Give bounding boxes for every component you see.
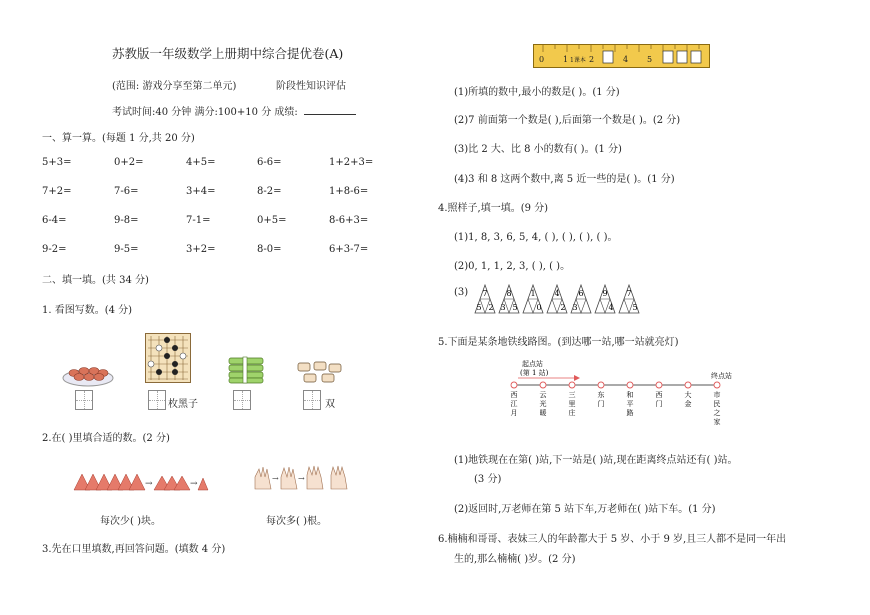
station-name-char: 门 (597, 400, 605, 408)
section2-heading: 二、填一填。(共 34 分) (42, 275, 149, 286)
triangle-number: 7 (482, 289, 488, 298)
answer-box[interactable] (303, 390, 321, 410)
q3-4-text: (4)3 和 8 这两个数中,离 5 近一些的是( )。(1 分) (454, 174, 675, 185)
calc-problem: 9-5= (114, 244, 139, 255)
calc-problem: 1+8-6= (329, 186, 369, 197)
station-name-char: 东 (597, 391, 605, 399)
q5-1-text: (1)地铁现在在第( )站,下一站是( )站,现在距离终点站还有( )站。 (454, 455, 738, 466)
q3-3-text: (3)比 2 大、比 8 小的数有( )。(1 分) (454, 144, 622, 155)
calc-problem: 9-8= (114, 215, 139, 226)
number-triangles (474, 284, 644, 316)
calc-problem: 0+2= (114, 157, 144, 168)
answer-box[interactable] (233, 390, 251, 410)
q4-2-text: (2)0, 1, 1, 2, 3, ( ), ( )。 (454, 261, 571, 272)
q3-text: 3.先在口里填数,再回答问题。(填数 4 分) (42, 544, 226, 555)
subway-map (494, 358, 754, 428)
q3-1-text: (1)所填的数中,最小的数是( )。(1 分) (454, 87, 620, 98)
calc-problem: 1+2+3= (329, 157, 374, 168)
station-dot (714, 382, 720, 388)
station-name-char: 西 (655, 391, 663, 399)
calc-problem: 6-4= (42, 215, 67, 226)
station-name-char: 暖 (539, 409, 547, 417)
ruler-picture (533, 44, 710, 68)
q2-caption-left: 每次少( )块。 (100, 516, 161, 527)
calc-problem: 8-2= (257, 186, 282, 197)
socks-icon (296, 360, 344, 386)
station-name-char: 大 (684, 391, 692, 399)
calc-problem: 4+5= (186, 157, 216, 168)
number-triangle (571, 285, 591, 313)
triangle-number: 5 (476, 303, 482, 312)
q4-3-label: (3) (454, 287, 469, 298)
page-title: 苏教版一年级数学上册期中综合提优卷(A) (112, 46, 344, 61)
assessment-text: 阶段性知识评估 (276, 81, 346, 92)
svg-text:→: → (272, 474, 279, 483)
ruler-mid-label: 1课本 (570, 57, 586, 64)
calc-problem: 6+3-7= (329, 244, 369, 255)
triangle-number: 9 (602, 289, 608, 298)
station-name-char: 西 (510, 391, 518, 399)
go-board-icon (145, 333, 191, 383)
score-blank[interactable] (304, 114, 356, 115)
q5-2-text: (2)返回时,万老师在第 5 站下车,万老师在( )站下车。(1 分) (454, 504, 716, 515)
triangle-number: 4 (554, 289, 560, 298)
station-name-char: 月 (510, 409, 518, 417)
q5-1-score: (3 分) (474, 474, 502, 485)
station-name-char: 光 (539, 400, 547, 408)
pattern-blocks-picture (72, 468, 210, 494)
unit-label: 枚黑子 (168, 399, 198, 410)
station-name-char: 门 (655, 400, 663, 408)
q4-1-text: (1)1, 8, 3, 6, 5, 4, ( ), ( ), ( ), ( )。 (454, 232, 618, 243)
number-triangle (499, 285, 519, 313)
q2-text: 2.在( )里填合适的数。(2 分) (42, 433, 170, 444)
station-dot (540, 382, 546, 388)
station-name-char: 和 (626, 391, 634, 399)
calc-problem: 7-6= (114, 186, 139, 197)
end-station-label: 终点站 (711, 372, 732, 380)
ruler-label: 2 (589, 55, 595, 64)
station-dot (627, 382, 633, 388)
triangle-number: 0 (536, 303, 542, 312)
triangle-number: 4 (608, 303, 614, 312)
section1-heading: 一、算一算。(每题 1 分,共 20 分) (42, 133, 195, 144)
station-name-char: 江 (510, 400, 518, 408)
station-name-char: 之 (713, 409, 721, 417)
number-triangle (619, 285, 639, 313)
station-name-char: 三 (568, 391, 576, 399)
start-station-sublabel: (第 1 站) (520, 369, 549, 377)
station-name-char: 云 (539, 391, 547, 399)
start-station-label: 起点站 (522, 360, 543, 368)
station-dot (569, 382, 575, 388)
station-name-char: 路 (626, 409, 634, 417)
calc-problem: 3+4= (186, 186, 216, 197)
station-name-char: 民 (713, 400, 721, 408)
answer-box[interactable] (148, 390, 166, 410)
svg-text:→: → (190, 479, 198, 489)
number-triangle (475, 285, 495, 313)
triangle-number: 3 (572, 303, 578, 312)
answer-box[interactable] (75, 390, 93, 410)
triangle-number: 2 (488, 303, 494, 312)
station-name-char: 家 (713, 418, 721, 426)
station-name-char: 金 (684, 400, 692, 408)
number-triangle (547, 285, 567, 313)
station-name-char: 平 (626, 400, 634, 408)
station-dot (598, 382, 604, 388)
number-triangle (523, 285, 543, 313)
triangle-number: 5 (632, 303, 638, 312)
q2-caption-right: 每次多( )根。 (266, 516, 327, 527)
calc-problem: 8-0= (257, 244, 282, 255)
plate-of-food-icon (62, 352, 114, 388)
calc-problem: 0+5= (257, 215, 287, 226)
calc-problem: 3+2= (186, 244, 216, 255)
triangle-number: 3 (500, 303, 506, 312)
calc-problem: 7+2= (42, 186, 72, 197)
calc-problem: 7-1= (186, 215, 211, 226)
svg-text:→: → (298, 474, 305, 483)
number-triangle (595, 285, 615, 313)
svg-text:→: → (145, 479, 153, 489)
q3-2-text: (2)7 前面第一个数是( ),后面第一个数是( )。(2 分) (454, 115, 681, 126)
scope-text: (范围: 游戏分享至第二单元) (112, 81, 237, 92)
q1-text: 1. 看图写数。(4 分) (42, 305, 133, 316)
triangle-number: 2 (560, 303, 566, 312)
counting-hands-picture (251, 463, 351, 493)
calc-problem: 8-6+3= (329, 215, 369, 226)
triangle-number: 1 (530, 289, 536, 298)
triangle-number: 5 (512, 303, 518, 312)
station-name-char: 庄 (568, 409, 576, 417)
arrow-head-icon (574, 375, 580, 381)
triangle-number: 8 (506, 289, 512, 298)
calc-problem: 5+3= (42, 157, 72, 168)
unit-label: 双 (325, 399, 335, 410)
q4-text: 4.照样子,填一填。(9 分) (438, 203, 549, 214)
station-dot (511, 382, 517, 388)
q6-text-line2: 生的,那么楠楠( )岁。(2 分) (454, 554, 576, 565)
calc-problem: 6-6= (257, 157, 282, 168)
ruler-label: 5 (647, 55, 653, 64)
ruler-label: 1 (563, 55, 569, 64)
sticks-bundle-icon (227, 356, 267, 384)
q6-text-line1: 6.楠楠和哥哥、表妹三人的年龄都大于 5 岁、小于 9 岁,且三人都不是同一年出 (438, 534, 787, 545)
triangle-number: 7 (626, 289, 632, 298)
exam-info: 考试时间:40 分钟 满分:100+10 分 成绩: (112, 107, 298, 118)
calc-problem: 9-2= (42, 244, 67, 255)
ruler-label: 0 (539, 55, 545, 64)
station-dot (685, 382, 691, 388)
triangle-number: 6 (578, 289, 584, 298)
ruler-label: 4 (623, 55, 629, 64)
station-dot (656, 382, 662, 388)
station-name-char: 里 (568, 400, 576, 408)
q5-text: 5.下面是某条地铁线路图。(到达哪一站,哪一站就亮灯) (438, 337, 679, 348)
station-name-char: 市 (713, 391, 721, 399)
